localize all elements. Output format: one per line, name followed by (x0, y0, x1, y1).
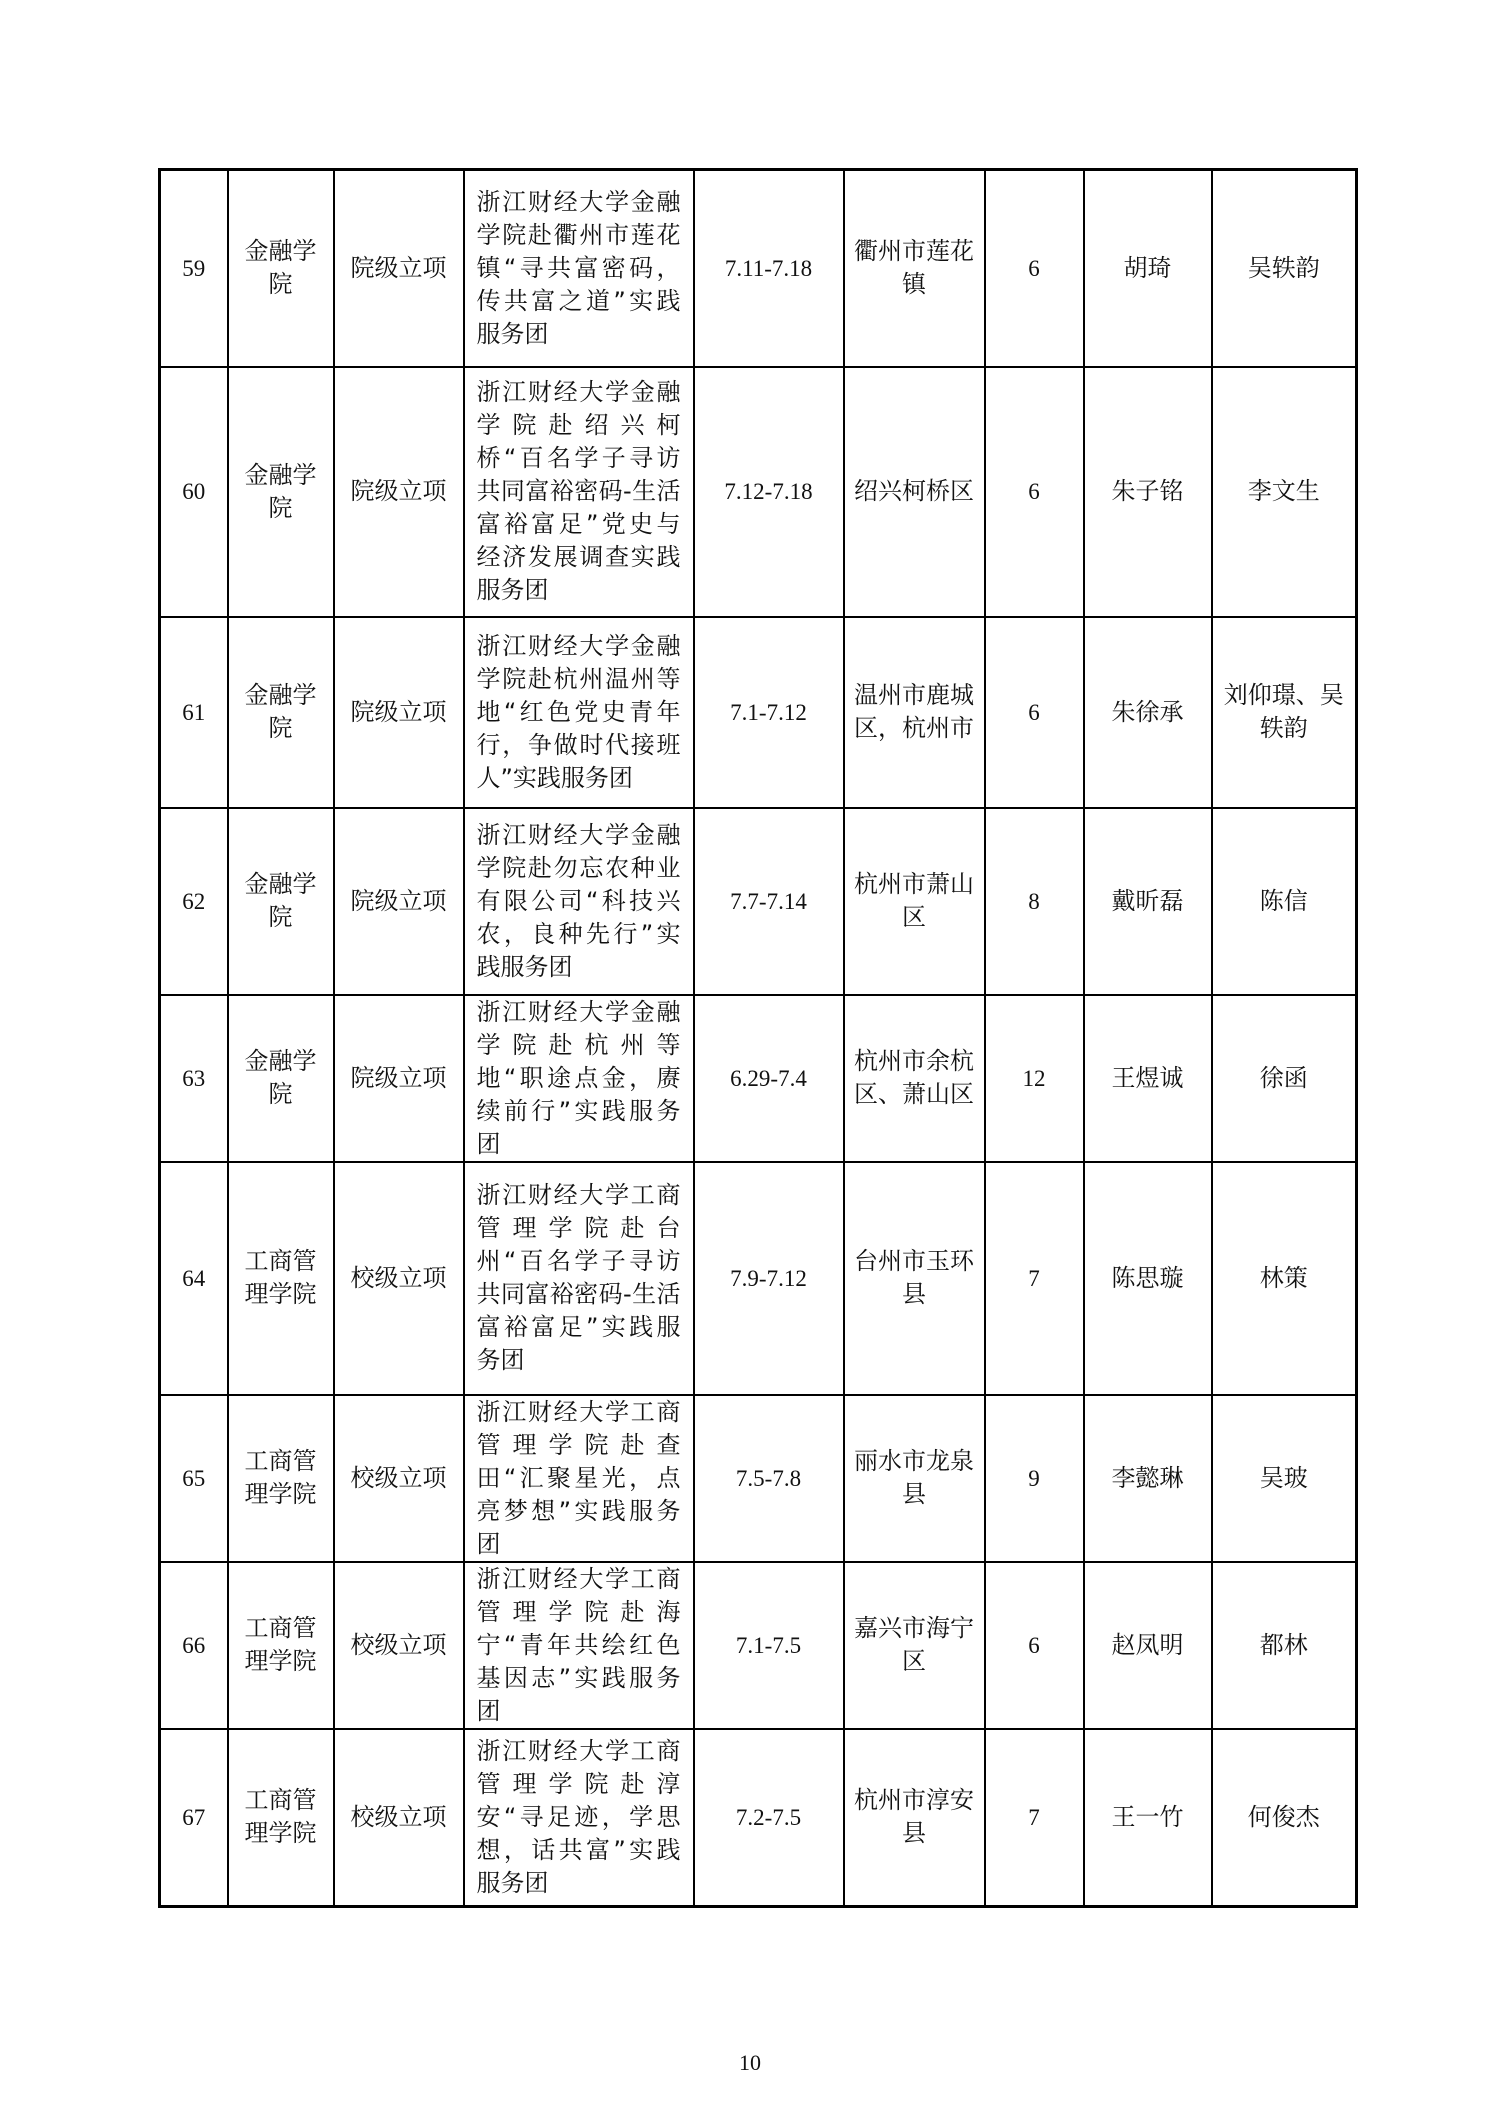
cell-leader: 朱徐承 (1084, 617, 1212, 808)
cell-member-count: 9 (985, 1395, 1084, 1562)
cell-college: 金融学院 (228, 617, 334, 808)
cell-college: 工商管理学院 (228, 1395, 334, 1562)
cell-number: 59 (160, 170, 228, 367)
cell-advisor: 陈信 (1212, 808, 1357, 995)
cell-member-count: 6 (985, 1562, 1084, 1729)
cell-college: 金融学院 (228, 170, 334, 367)
cell-advisor: 何俊杰 (1212, 1729, 1357, 1907)
cell-member-count: 6 (985, 367, 1084, 617)
cell-level: 校级立项 (334, 1395, 464, 1562)
cell-dates: 7.1-7.12 (694, 617, 844, 808)
cell-advisor: 李文生 (1212, 367, 1357, 617)
cell-member-count: 7 (985, 1162, 1084, 1395)
cell-college: 工商管理学院 (228, 1729, 334, 1907)
cell-leader: 胡琦 (1084, 170, 1212, 367)
project-table (158, 168, 1358, 1908)
cell-advisor: 都林 (1212, 1562, 1357, 1729)
cell-member-count: 8 (985, 808, 1084, 995)
table-row (160, 617, 1357, 808)
cell-leader: 李懿琳 (1084, 1395, 1212, 1562)
table-row (160, 808, 1357, 995)
cell-number: 64 (160, 1162, 228, 1395)
cell-dates: 7.9-7.12 (694, 1162, 844, 1395)
cell-level: 院级立项 (334, 617, 464, 808)
cell-member-count: 12 (985, 995, 1084, 1162)
table-row (160, 1395, 1357, 1562)
cell-project-name: 浙江财经大学工商管理学院赴淳安“寻足迹，学思想，话共富”实践服务团 (464, 1729, 694, 1907)
table-row (160, 1562, 1357, 1729)
cell-location: 杭州市余杭区、萧山区 (844, 995, 985, 1162)
cell-location: 杭州市萧山区 (844, 808, 985, 995)
table-row (160, 170, 1357, 367)
cell-member-count: 6 (985, 170, 1084, 367)
cell-number: 67 (160, 1729, 228, 1907)
cell-member-count: 6 (985, 617, 1084, 808)
cell-leader: 赵凤明 (1084, 1562, 1212, 1729)
cell-dates: 7.7-7.14 (694, 808, 844, 995)
cell-project-name: 浙江财经大学金融学院赴绍兴柯桥“百名学子寻访共同富裕密码-生活富裕富足”党史与经济发展调查实践服务团 (464, 367, 694, 617)
cell-number: 61 (160, 617, 228, 808)
cell-advisor: 徐函 (1212, 995, 1357, 1162)
cell-location: 温州市鹿城区，杭州市 (844, 617, 985, 808)
cell-location: 杭州市淳安县 (844, 1729, 985, 1907)
cell-advisor: 吴玻 (1212, 1395, 1357, 1562)
cell-project-name: 浙江财经大学金融学院赴衢州市莲花镇“寻共富密码，传共富之道”实践服务团 (464, 170, 694, 367)
table-row (160, 995, 1357, 1162)
cell-project-name: 浙江财经大学金融学院赴杭州温州等地“红色党史青年行，争做时代接班人”实践服务团 (464, 617, 694, 808)
cell-project-name: 浙江财经大学金融学院赴勿忘农种业有限公司“科技兴农，良种先行”实践服务团 (464, 808, 694, 995)
cell-level: 校级立项 (334, 1562, 464, 1729)
cell-location: 绍兴柯桥区 (844, 367, 985, 617)
cell-location: 丽水市龙泉县 (844, 1395, 985, 1562)
cell-advisor: 林策 (1212, 1162, 1357, 1395)
cell-dates: 7.2-7.5 (694, 1729, 844, 1907)
cell-leader: 朱子铭 (1084, 367, 1212, 617)
cell-location: 嘉兴市海宁区 (844, 1562, 985, 1729)
cell-leader: 戴昕磊 (1084, 808, 1212, 995)
cell-number: 66 (160, 1562, 228, 1729)
cell-number: 65 (160, 1395, 228, 1562)
table-row (160, 1729, 1357, 1907)
cell-dates: 7.1-7.5 (694, 1562, 844, 1729)
cell-college: 工商管理学院 (228, 1162, 334, 1395)
table-row (160, 1162, 1357, 1395)
cell-college: 金融学院 (228, 995, 334, 1162)
cell-project-name: 浙江财经大学工商管理学院赴海宁“青年共绘红色基因志”实践服务团 (464, 1562, 694, 1729)
cell-college: 工商管理学院 (228, 1562, 334, 1729)
table-row (160, 367, 1357, 617)
cell-leader: 王一竹 (1084, 1729, 1212, 1907)
cell-location: 台州市玉环县 (844, 1162, 985, 1395)
cell-dates: 7.12-7.18 (694, 367, 844, 617)
cell-college: 金融学院 (228, 367, 334, 617)
cell-number: 62 (160, 808, 228, 995)
cell-number: 63 (160, 995, 228, 1162)
cell-level: 校级立项 (334, 1729, 464, 1907)
cell-level: 院级立项 (334, 367, 464, 617)
cell-level: 院级立项 (334, 170, 464, 367)
cell-college: 金融学院 (228, 808, 334, 995)
cell-level: 校级立项 (334, 1162, 464, 1395)
cell-project-name: 浙江财经大学金融学院赴杭州等地“职途点金，赓续前行”实践服务团 (464, 995, 694, 1162)
cell-dates: 7.11-7.18 (694, 170, 844, 367)
cell-location: 衢州市莲花镇 (844, 170, 985, 367)
cell-advisor: 刘仰璟、吴轶韵 (1212, 617, 1357, 808)
table-body (160, 170, 1357, 1907)
cell-number: 60 (160, 367, 228, 617)
cell-project-name: 浙江财经大学工商管理学院赴查田“汇聚星光，点亮梦想”实践服务团 (464, 1395, 694, 1562)
cell-leader: 陈思璇 (1084, 1162, 1212, 1395)
cell-level: 院级立项 (334, 995, 464, 1162)
cell-level: 院级立项 (334, 808, 464, 995)
cell-dates: 7.5-7.8 (694, 1395, 844, 1562)
cell-advisor: 吴轶韵 (1212, 170, 1357, 367)
cell-member-count: 7 (985, 1729, 1084, 1907)
cell-dates: 6.29-7.4 (694, 995, 844, 1162)
cell-project-name: 浙江财经大学工商管理学院赴台州“百名学子寻访共同富裕密码-生活富裕富足”实践服务团 (464, 1162, 694, 1395)
page-number: 10 (739, 2050, 761, 2075)
cell-leader: 王煜诚 (1084, 995, 1212, 1162)
